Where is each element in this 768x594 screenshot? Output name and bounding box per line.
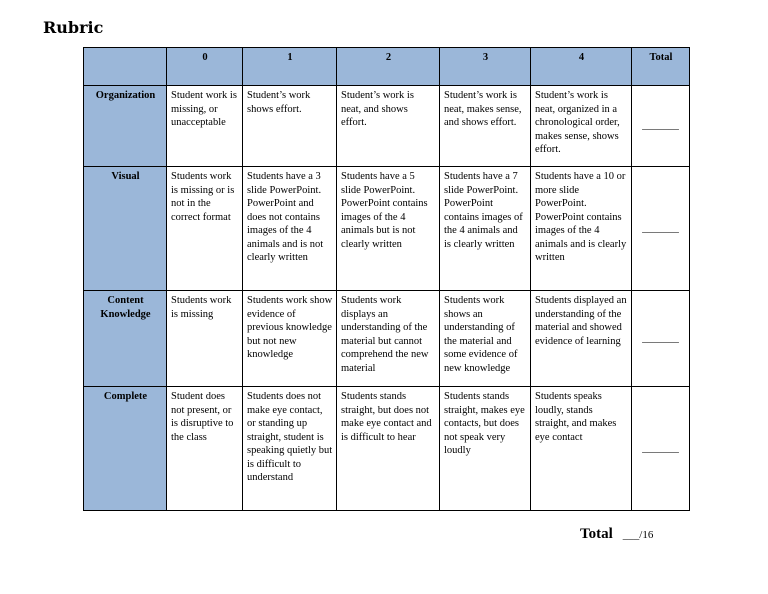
row-label-visual: Visual [84,167,167,291]
criteria-cell: Student work is missing, or unacceptable [167,86,243,167]
criteria-cell: Students work is missing or is not in the correct format [167,167,243,291]
row-label-complete: Complete [84,387,167,511]
criteria-cell: Students does not make eye contact, or standing up straight, student is speaking quietly but is difficult to understand [243,387,337,511]
criteria-cell: Students have a 7 slide PowerPoint. PowerPoint contains images of the 4 animals and is clearly written [440,167,531,291]
criteria-cell: Student’s work shows effort. [243,86,337,167]
header-cell-total: Total [632,48,690,86]
criteria-cell: Students work show evidence of previous knowledge but not new knowledge [243,291,337,387]
header-cell-score-3: 3 [440,48,531,86]
criteria-cell: Student’s work is neat, organized in a chronological order, makes sense, shows effort. [531,86,632,167]
score-blank: _______ [632,291,690,387]
criteria-cell: Students stands straight, makes eye contacts, but does not speak very loudly [440,387,531,511]
row-label-content-knowledge: Content Knowledge [84,291,167,387]
header-cell-empty [84,48,167,86]
score-blank: _______ [632,86,690,167]
table-row [84,387,690,511]
total-label: Total [580,526,613,542]
rubric-table [83,47,690,511]
header-cell-score-2: 2 [337,48,440,86]
total-summary [580,525,653,543]
criteria-cell: Student’s work is neat, makes sense, and shows effort. [440,86,531,167]
header-cell-score-4: 4 [531,48,632,86]
header-row [84,48,690,86]
total-score-blank: ___/16 [622,529,654,541]
row-label-organization: Organization [84,86,167,167]
table-row [84,86,690,167]
criteria-cell: Student’s work is neat, and shows effort. [337,86,440,167]
criteria-cell: Students work is missing [167,291,243,387]
header-cell-score-1: 1 [243,48,337,86]
score-blank: _______ [632,387,690,511]
criteria-cell: Students have a 10 or more slide PowerPoint. PowerPoint contains images of the 4 animals and is clearly written [531,167,632,291]
criteria-cell: Student does not present, or is disruptive to the class [167,387,243,511]
criteria-cell: Students work shows an understanding of the material and some evidence of new knowledge [440,291,531,387]
criteria-cell: Students have a 5 slide PowerPoint. PowerPoint contains images of the 4 animals but is not clearly written [337,167,440,291]
criteria-cell: Students stands straight, but does not make eye contact and is difficult to hear [337,387,440,511]
criteria-cell: Students speaks loudly, stands straight, and makes eye contact [531,387,632,511]
criteria-cell: Students displayed an understanding of the material and showed evidence of learning [531,291,632,387]
page-title: Rubric [43,18,104,37]
criteria-cell: Students work displays an understanding of the material but cannot comprehend the new material [337,291,440,387]
table-row [84,291,690,387]
score-blank: _______ [632,167,690,291]
table-row [84,167,690,291]
header-cell-score-0: 0 [167,48,243,86]
criteria-cell: Students have a 3 slide PowerPoint. PowerPoint and does not contains images of the 4 animals and is not clearly written [243,167,337,291]
